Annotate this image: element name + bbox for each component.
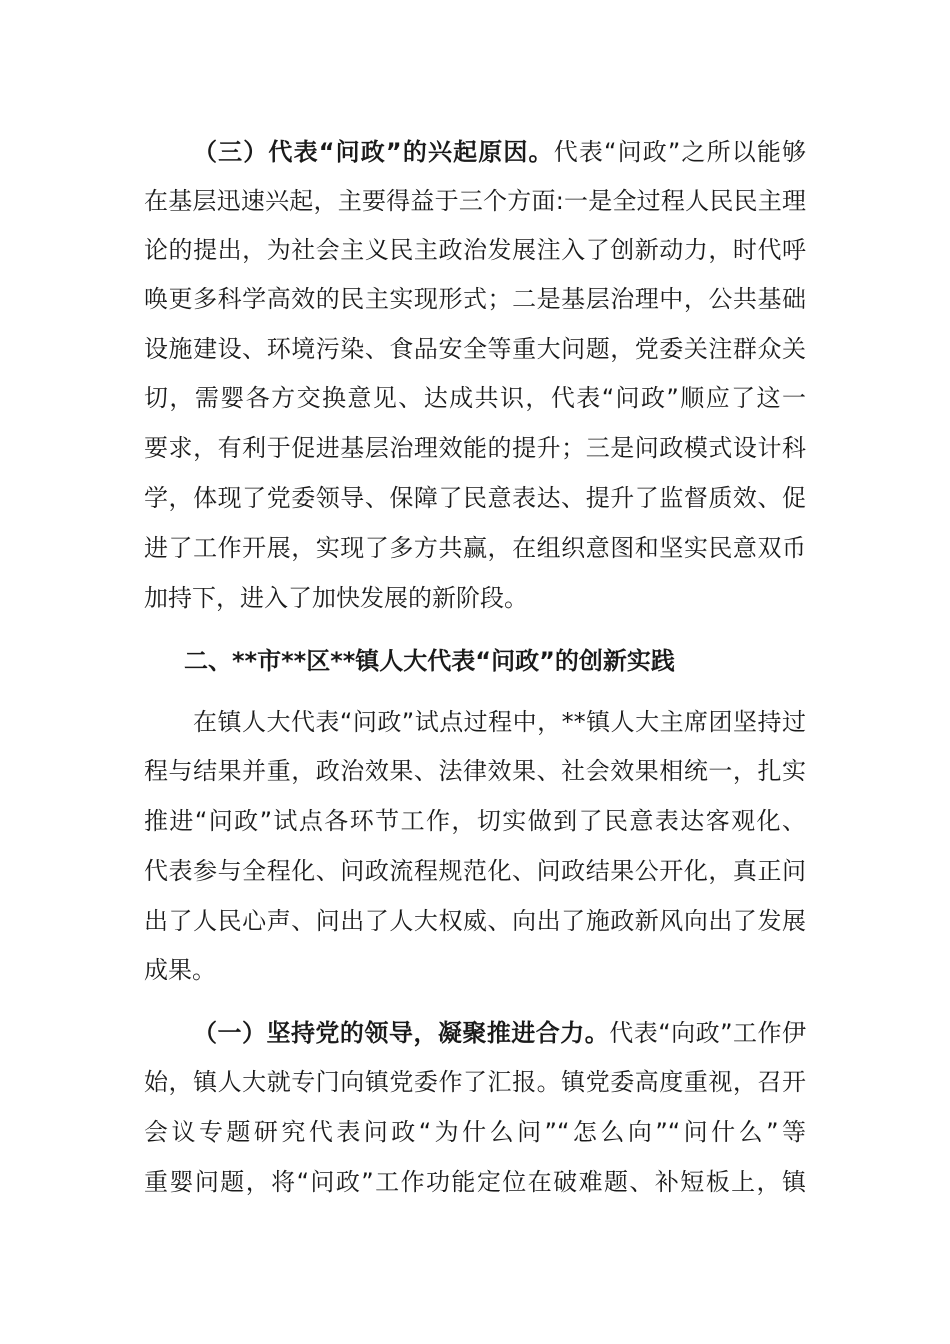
paragraph-line: 切，需婴各方交换意见、达成共识，代表“问政”顺应了这一: [144, 384, 806, 412]
paragraph-line: （一）坚持党的领导，凝聚推进合力。代表“向政”工作伊: [193, 1019, 806, 1047]
paragraph-line: 在镇人大代表“问政”试点过程中，**镇人大主席团坚持过: [193, 708, 806, 736]
subheading-text: （三）代表“问政”的兴起原因。: [193, 138, 554, 166]
paragraph-line: 论的提出，为社会主义民主政治发展注入了创新动力，时代呼: [144, 236, 806, 264]
paragraph-line: （三）代表“问政”的兴起原因。代表“问政”之所以能够: [193, 138, 806, 166]
paragraph-line: 代表参与全程化、问政流程规范化、问政结果公开化，真正问: [144, 857, 806, 885]
paragraph-line: 程与结果并重，政治效果、法律效果、社会效果相统一，扎实: [144, 757, 806, 785]
paragraph-line: 重婴问题，将“问政”工作功能定位在破难题、补短板上，镇: [144, 1168, 806, 1196]
paragraph-line: 进了工作开展，实现了多方共赢，在组织意图和坚实民意双币: [144, 534, 806, 562]
paragraph-line: 始，镇人大就专门向镇党委作了汇报。镇党委高度重视，召开: [144, 1068, 806, 1096]
paragraph-line: 加持下，进入了加快发展的新阶段。: [144, 584, 528, 612]
paragraph-line: 要求，有利于促进基层治理效能的提升；三是问政模式设计科: [144, 434, 806, 462]
section-heading: 二、**市**区**镇人大代表“问政”的创新实践: [184, 647, 675, 675]
paragraph-line: 学，体现了党委领导、保障了民意表达、提升了监督质效、促: [144, 484, 806, 512]
paragraph-line: 唤更多科学高效的民主实现形式；二是基层治理中，公共基础: [144, 285, 806, 313]
paragraph-line: 成果。: [144, 956, 216, 984]
subheading-text: （一）坚持党的领导，凝聚推进合力。: [193, 1019, 610, 1047]
paragraph-line: 设施建设、环境污染、食品安全等重大问题，党委关注群众关: [144, 335, 806, 363]
paragraph-line: 会议专题研究代表问政“为什么问”“怎么向”“问什么”等: [144, 1118, 806, 1146]
paragraph-line: 在基层迅速兴起，主要得益于三个方面:一是全过程人民民主理: [144, 187, 806, 215]
paragraph-line: 出了人民心声、问出了人大权威、向出了施政新风向出了发展: [144, 907, 806, 935]
paragraph-line: 推进“问政”试点各环节工作，切实做到了民意表达客观化、: [144, 807, 806, 835]
